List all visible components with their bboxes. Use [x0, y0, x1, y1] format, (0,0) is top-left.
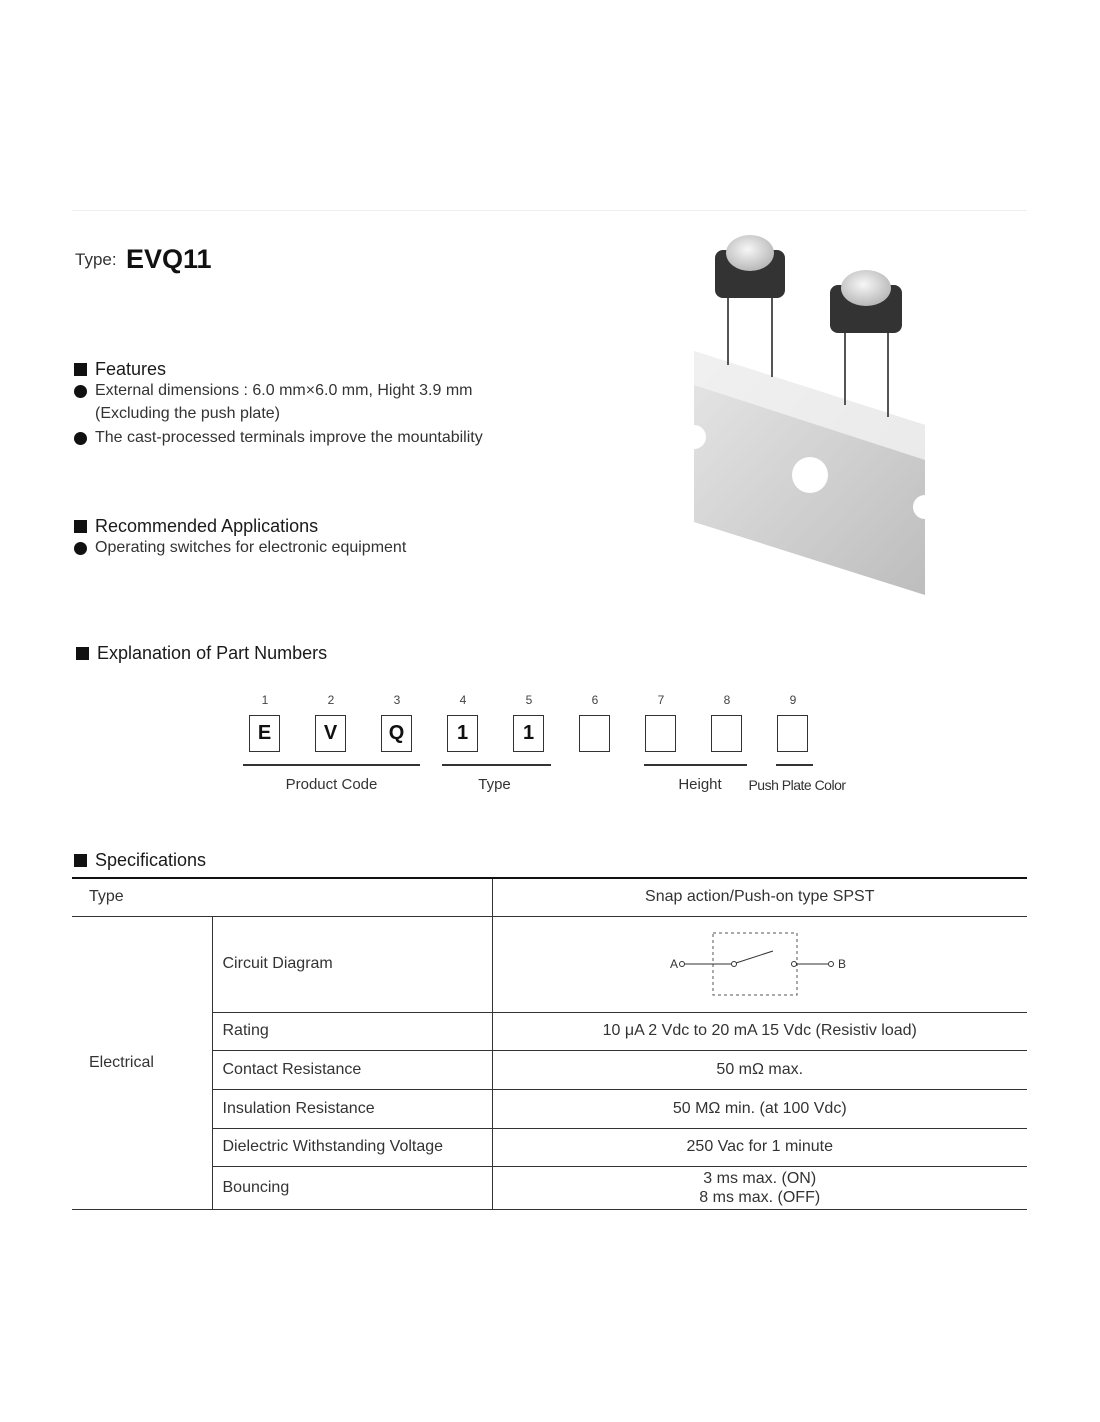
- specifications-heading: [74, 850, 206, 871]
- bouncing-off: 8 ms max. (OFF): [699, 1188, 821, 1206]
- terminal-b-label: B: [837, 957, 846, 971]
- table-row: [72, 916, 1027, 1012]
- feature-item: [74, 429, 483, 447]
- table-row: [72, 1050, 1027, 1089]
- spec-name: Bouncing: [212, 1166, 492, 1209]
- spec-name: Circuit Diagram: [212, 916, 492, 1012]
- group-underline: [776, 764, 813, 766]
- top-divider: [72, 210, 1027, 211]
- type-label: Type:: [75, 250, 117, 269]
- product-photo: [680, 225, 940, 605]
- group-underline: [442, 764, 551, 766]
- feature-item: [74, 382, 472, 400]
- spec-name: Contact Resistance: [212, 1050, 492, 1089]
- part-code-box: V: [315, 715, 346, 752]
- spec-value: 50 mΩ max.: [492, 1050, 1027, 1089]
- spec-type-value: Snap action/Push-on type SPST: [492, 878, 1027, 916]
- terminal-a-label: A: [669, 957, 678, 971]
- carrier-tape: [694, 351, 925, 595]
- square-bullet-icon: [74, 854, 87, 867]
- round-bullet-icon: [74, 542, 87, 555]
- spec-value: 250 Vac for 1 minute: [492, 1128, 1027, 1166]
- part-code-box: Q: [381, 715, 412, 752]
- specifications-table: [72, 877, 1027, 1210]
- position-index: 6: [591, 693, 599, 707]
- part-code-box: [711, 715, 742, 752]
- type-value: EVQ11: [126, 244, 212, 274]
- square-bullet-icon: [74, 520, 87, 533]
- part-code-box: [777, 715, 808, 752]
- circuit-diagram: [660, 929, 860, 999]
- part-code-box: 1: [513, 715, 544, 752]
- position-index: 4: [459, 693, 467, 707]
- part-code-box: 1: [447, 715, 478, 752]
- features-heading-text: Features: [95, 359, 167, 379]
- part-code-box: [645, 715, 676, 752]
- spec-type-label: Type: [72, 878, 492, 916]
- part-numbers-heading: [76, 643, 327, 664]
- position-index: 9: [789, 693, 797, 707]
- switch-right: [830, 270, 902, 417]
- spec-name: Insulation Resistance: [212, 1089, 492, 1128]
- table-row: [72, 1089, 1027, 1128]
- spec-name: Dielectric Withstanding Voltage: [212, 1128, 492, 1166]
- bouncing-on: 3 ms max. (ON): [703, 1169, 817, 1187]
- switch-left: [715, 235, 785, 377]
- spec-value: [492, 1166, 1027, 1209]
- group-caption: Push Plate Color: [748, 777, 846, 793]
- group-underline: [243, 764, 420, 766]
- table-row: [72, 878, 1027, 916]
- feature-text: The cast-processed terminals improve the mountability: [95, 429, 483, 446]
- applications-heading-text: Recommended Applications: [95, 516, 319, 536]
- spec-value: 50 MΩ min. (at 100 Vdc): [492, 1089, 1027, 1128]
- spec-name: Rating: [212, 1012, 492, 1050]
- features-heading: [74, 359, 166, 380]
- square-bullet-icon: [74, 363, 87, 376]
- round-bullet-icon: [74, 385, 87, 398]
- part-numbers-heading-text: Explanation of Part Numbers: [97, 643, 328, 663]
- spec-value: 10 μA 2 Vdc to 20 mA 15 Vdc (Resistiv load): [492, 1012, 1027, 1050]
- feature-text-continued: (Excluding the push plate): [95, 405, 280, 422]
- round-bullet-icon: [74, 432, 87, 445]
- table-row: [72, 1012, 1027, 1050]
- specifications-heading-text: Specifications: [95, 850, 207, 870]
- position-index: 8: [723, 693, 731, 707]
- applications-heading: [74, 516, 318, 537]
- group-caption: Height: [678, 776, 722, 793]
- position-index: 7: [657, 693, 665, 707]
- part-code-box: [579, 715, 610, 752]
- position-index: 1: [261, 693, 269, 707]
- position-index: 3: [393, 693, 401, 707]
- part-code-box: E: [249, 715, 280, 752]
- application-item: [74, 539, 406, 557]
- application-text: Operating switches for electronic equipment: [95, 539, 407, 556]
- group-caption: Product Code: [285, 776, 378, 793]
- position-index: 5: [525, 693, 533, 707]
- group-caption: Type: [478, 776, 511, 793]
- table-row: [72, 1166, 1027, 1209]
- spec-electrical-label: Electrical: [72, 916, 212, 1209]
- square-bullet-icon: [76, 647, 89, 660]
- table-row: [72, 1128, 1027, 1166]
- feature-text: External dimensions : 6.0 mm×6.0 mm, Hight 3.9 mm: [95, 382, 473, 399]
- group-underline: [644, 764, 747, 766]
- position-index: 2: [327, 693, 335, 707]
- spec-value: [492, 916, 1027, 1012]
